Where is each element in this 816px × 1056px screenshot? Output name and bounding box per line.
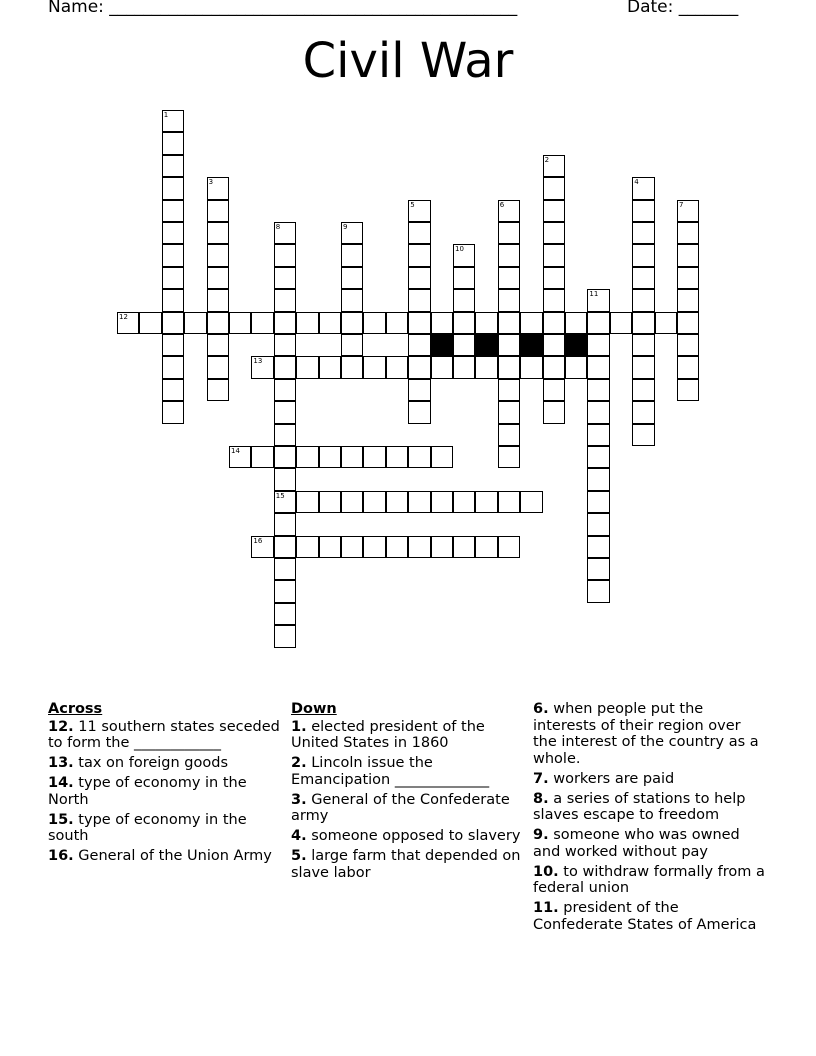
grid-cell[interactable] — [520, 312, 542, 334]
grid-cell[interactable] — [162, 267, 184, 289]
grid-cell[interactable] — [453, 244, 475, 266]
cell-number: 5 — [410, 200, 415, 209]
grid-cell[interactable] — [363, 491, 385, 513]
down-heading: Down — [291, 701, 337, 717]
grid-cell[interactable] — [610, 312, 632, 334]
grid-cell[interactable] — [207, 379, 229, 401]
grid-cell[interactable] — [677, 312, 699, 334]
grid-cell[interactable] — [431, 536, 453, 558]
clue-number: 2. — [291, 755, 307, 771]
grid-cell[interactable] — [162, 110, 184, 132]
grid-cell[interactable] — [498, 379, 520, 401]
grid-cell[interactable] — [677, 244, 699, 266]
grid-cell[interactable] — [341, 312, 363, 334]
grid-cell[interactable] — [251, 356, 273, 378]
grid-cell[interactable] — [207, 334, 229, 356]
grid-cell[interactable] — [207, 267, 229, 289]
cell-number: 8 — [275, 223, 281, 231]
grid-cell[interactable] — [162, 379, 184, 401]
clue-item — [291, 719, 523, 752]
clue-item — [533, 771, 765, 788]
grid-cell[interactable] — [274, 513, 296, 535]
grid-cell[interactable] — [274, 468, 296, 490]
clue-text: to withdraw formally from a federal union — [533, 863, 765, 896]
clue-number: 4. — [291, 828, 307, 844]
grid-cell[interactable] — [162, 200, 184, 222]
grid-cell[interactable] — [162, 334, 184, 356]
grid-cell[interactable] — [543, 289, 565, 311]
page-title: Civil War — [302, 33, 514, 89]
grid-cell[interactable] — [677, 267, 699, 289]
grid-cell[interactable] — [587, 289, 609, 311]
clue-text: type of economy in the south — [48, 811, 247, 844]
grid-cell[interactable] — [274, 625, 296, 647]
grid-cell[interactable] — [341, 334, 363, 356]
clue-text: 11 southern states seceded to form the ____________ — [48, 718, 280, 751]
grid-cell[interactable] — [363, 536, 385, 558]
across-clues — [48, 701, 280, 868]
grid-cell[interactable] — [162, 177, 184, 199]
grid-cell[interactable] — [207, 200, 229, 222]
grid-cell[interactable] — [677, 379, 699, 401]
grid-cell[interactable] — [274, 267, 296, 289]
clue-item — [533, 827, 765, 860]
grid-cell[interactable] — [229, 312, 251, 334]
grid-cell[interactable] — [632, 177, 654, 199]
grid-cell[interactable] — [543, 334, 565, 356]
grid-cell[interactable] — [296, 536, 318, 558]
black-cell — [565, 334, 587, 356]
grid-cell[interactable] — [162, 312, 184, 334]
grid-cell[interactable] — [587, 468, 609, 490]
grid-cell[interactable] — [632, 401, 654, 423]
cell-number: 6 — [499, 200, 505, 209]
grid-cell[interactable] — [408, 356, 430, 378]
grid-cell[interactable] — [207, 289, 229, 311]
grid-cell[interactable] — [274, 536, 296, 558]
grid-cell[interactable] — [386, 536, 408, 558]
grid-cell[interactable] — [498, 446, 520, 468]
clue-number: 10. — [533, 863, 559, 880]
clue-number: 9. — [533, 827, 549, 843]
down-clues-continued — [533, 701, 765, 937]
grid-cell[interactable] — [520, 356, 542, 378]
grid-cell[interactable] — [498, 536, 520, 558]
grid-cell[interactable] — [498, 244, 520, 266]
grid-cell[interactable] — [319, 536, 341, 558]
clue-number: 3. — [291, 791, 307, 808]
grid-cell[interactable] — [408, 289, 430, 311]
clue-text: a series of stations to help slaves escape to freedom — [533, 790, 746, 823]
clue-item — [291, 828, 523, 845]
grid-cell[interactable] — [408, 222, 430, 244]
clue-number: 1. — [291, 718, 307, 735]
grid-cell[interactable] — [453, 334, 475, 356]
grid-cell[interactable] — [453, 312, 475, 334]
clue-item — [291, 755, 523, 788]
grid-cell[interactable] — [341, 536, 363, 558]
grid-cell[interactable] — [274, 312, 296, 334]
grid-cell[interactable] — [251, 446, 273, 468]
grid-cell[interactable] — [498, 491, 520, 513]
clue-item — [48, 775, 280, 808]
black-cell — [475, 334, 497, 356]
clue-text: someone who was owned and worked without pay — [533, 827, 740, 860]
grid-cell[interactable] — [543, 267, 565, 289]
clue-number: 7. — [533, 770, 549, 787]
clue-item — [48, 719, 280, 752]
date-field[interactable]: Date: _______ — [627, 0, 739, 17]
grid-cell[interactable] — [408, 379, 430, 401]
grid-cell[interactable] — [296, 312, 318, 334]
clue-text: someone opposed to slavery — [306, 828, 521, 844]
grid-cell[interactable] — [543, 312, 565, 334]
grid-cell[interactable] — [296, 356, 318, 378]
clue-item — [533, 900, 765, 933]
grid-cell[interactable] — [251, 312, 273, 334]
clue-item — [291, 792, 523, 825]
clue-number: 12. — [48, 718, 74, 735]
grid-cell[interactable] — [363, 446, 385, 468]
grid-cell[interactable] — [677, 200, 699, 222]
clue-item — [533, 864, 765, 897]
grid-cell[interactable] — [274, 558, 296, 580]
cell-number: 16 — [253, 536, 263, 545]
grid-cell[interactable] — [274, 580, 296, 602]
grid-cell[interactable] — [408, 267, 430, 289]
grid-cell[interactable] — [587, 446, 609, 468]
grid-cell[interactable] — [386, 491, 408, 513]
grid-cell[interactable] — [341, 244, 363, 266]
grid-cell[interactable] — [632, 356, 654, 378]
grid-cell[interactable] — [632, 424, 654, 446]
grid-cell[interactable] — [207, 222, 229, 244]
grid-cell[interactable] — [408, 491, 430, 513]
grid-cell[interactable] — [117, 312, 139, 334]
grid-cell[interactable] — [475, 312, 497, 334]
grid-cell[interactable] — [565, 312, 587, 334]
grid-cell[interactable] — [319, 491, 341, 513]
grid-cell[interactable] — [274, 401, 296, 423]
grid-cell[interactable] — [453, 289, 475, 311]
grid-cell[interactable] — [274, 446, 296, 468]
grid-cell[interactable] — [274, 334, 296, 356]
grid-cell[interactable] — [408, 312, 430, 334]
grid-cell[interactable] — [408, 200, 430, 222]
grid-cell[interactable] — [655, 312, 677, 334]
down-clues — [291, 701, 523, 885]
grid-cell[interactable] — [543, 222, 565, 244]
grid-cell[interactable] — [498, 356, 520, 378]
cell-number: 2 — [544, 155, 550, 164]
cell-number: 12 — [119, 312, 128, 321]
grid-cell[interactable] — [587, 558, 609, 580]
grid-cell[interactable] — [677, 289, 699, 311]
grid-cell[interactable] — [632, 200, 654, 222]
clue-number: 5. — [291, 848, 307, 864]
cell-number: 14 — [231, 447, 240, 455]
grid-cell[interactable] — [498, 267, 520, 289]
grid-cell[interactable] — [587, 536, 609, 558]
grid-cell[interactable] — [543, 356, 565, 378]
cell-number: 3 — [208, 178, 214, 187]
grid-cell[interactable] — [475, 356, 497, 378]
clue-number: 15. — [48, 811, 74, 828]
grid-cell[interactable] — [453, 356, 475, 378]
grid-cell[interactable] — [274, 491, 296, 513]
grid-cell[interactable] — [632, 289, 654, 311]
grid-cell[interactable] — [386, 312, 408, 334]
grid-cell[interactable] — [475, 536, 497, 558]
grid-cell[interactable] — [341, 267, 363, 289]
grid-cell[interactable] — [587, 513, 609, 535]
grid-cell[interactable] — [498, 401, 520, 423]
grid-cell[interactable] — [207, 312, 229, 334]
grid-cell[interactable] — [341, 289, 363, 311]
grid-cell[interactable] — [162, 244, 184, 266]
grid-cell[interactable] — [431, 356, 453, 378]
grid-cell[interactable] — [319, 446, 341, 468]
grid-cell[interactable] — [453, 536, 475, 558]
clue-text: president of the Confederate States of America — [533, 900, 757, 933]
grid-cell[interactable] — [296, 491, 318, 513]
grid-cell[interactable] — [587, 334, 609, 356]
grid-cell[interactable] — [274, 603, 296, 625]
clue-item — [533, 791, 765, 824]
cell-number: 13 — [253, 357, 263, 366]
grid-cell[interactable] — [408, 334, 430, 356]
grid-cell[interactable] — [587, 424, 609, 446]
clue-item — [48, 812, 280, 845]
clue-item — [48, 755, 280, 772]
clue-text: General of the Union Army — [73, 848, 272, 864]
grid-cell[interactable] — [408, 401, 430, 423]
clue-number: 13. — [48, 755, 74, 771]
grid-cell[interactable] — [363, 356, 385, 378]
grid-cell[interactable] — [319, 312, 341, 334]
cell-number: 1 — [163, 111, 169, 119]
grid-cell[interactable] — [229, 446, 251, 468]
clue-text: large farm that depended on slave labor — [291, 848, 521, 881]
grid-cell[interactable] — [453, 491, 475, 513]
name-field[interactable]: Name: ________________________________________________ — [48, 0, 518, 17]
grid-cell[interactable] — [431, 446, 453, 468]
black-cell — [520, 334, 542, 356]
grid-cell[interactable] — [587, 491, 609, 513]
grid-cell[interactable] — [677, 356, 699, 378]
grid-cell[interactable] — [162, 155, 184, 177]
clue-item — [48, 848, 280, 865]
grid-cell[interactable] — [408, 446, 430, 468]
grid-cell[interactable] — [498, 200, 520, 222]
grid-cell[interactable] — [677, 222, 699, 244]
grid-cell[interactable] — [274, 289, 296, 311]
cell-number: 15 — [275, 491, 285, 500]
grid-cell[interactable] — [386, 356, 408, 378]
grid-cell[interactable] — [162, 356, 184, 378]
grid-cell[interactable] — [498, 424, 520, 446]
grid-cell[interactable] — [565, 356, 587, 378]
grid-cell[interactable] — [632, 312, 654, 334]
grid-cell[interactable] — [274, 222, 296, 244]
clue-text: tax on foreign goods — [73, 755, 229, 771]
grid-cell[interactable] — [587, 580, 609, 602]
grid-cell[interactable] — [184, 312, 206, 334]
grid-cell[interactable] — [162, 132, 184, 154]
across-heading: Across — [48, 701, 103, 717]
clue-text: workers are paid — [548, 770, 675, 787]
grid-cell[interactable] — [498, 222, 520, 244]
grid-cell[interactable] — [587, 356, 609, 378]
clue-item — [291, 848, 523, 881]
grid-cell[interactable] — [632, 244, 654, 266]
grid-cell[interactable] — [341, 222, 363, 244]
clue-number: 16. — [48, 848, 74, 864]
grid-cell[interactable] — [587, 379, 609, 401]
grid-cell[interactable] — [274, 379, 296, 401]
grid-cell[interactable] — [431, 491, 453, 513]
grid-cell[interactable] — [341, 356, 363, 378]
black-cell — [431, 334, 453, 356]
grid-cell[interactable] — [543, 401, 565, 423]
grid-cell[interactable] — [677, 334, 699, 356]
grid-cell[interactable] — [498, 312, 520, 334]
clue-number: 8. — [533, 790, 549, 807]
grid-cell[interactable] — [162, 222, 184, 244]
cell-number: 4 — [634, 178, 639, 187]
grid-cell[interactable] — [453, 267, 475, 289]
cell-number: 9 — [343, 223, 348, 231]
grid-cell[interactable] — [632, 267, 654, 289]
grid-cell[interactable] — [207, 177, 229, 199]
grid-cell[interactable] — [498, 289, 520, 311]
grid-cell[interactable] — [363, 312, 385, 334]
grid-cell[interactable] — [498, 334, 520, 356]
clue-text: when people put the interests of their region over the interest of the country as a whole. — [533, 701, 759, 767]
grid-cell[interactable] — [475, 491, 497, 513]
grid-cell[interactable] — [139, 312, 161, 334]
clue-item — [533, 701, 765, 767]
cell-number: 11 — [589, 290, 599, 299]
clue-number: 14. — [48, 775, 74, 791]
clue-text: General of the Confederate army — [291, 791, 510, 824]
grid-cell[interactable] — [162, 401, 184, 423]
clue-text: type of economy in the North — [48, 775, 247, 808]
clue-text: elected president of the United States in 1860 — [291, 718, 485, 751]
grid-cell[interactable] — [296, 446, 318, 468]
grid-cell[interactable] — [520, 491, 542, 513]
grid-cell[interactable] — [408, 244, 430, 266]
grid-cell[interactable] — [207, 356, 229, 378]
grid-cell[interactable] — [274, 356, 296, 378]
clue-number: 6. — [533, 701, 549, 717]
grid-cell[interactable] — [632, 379, 654, 401]
clue-number: 11. — [533, 900, 559, 916]
grid-cell[interactable] — [543, 155, 565, 177]
grid-cell[interactable] — [341, 491, 363, 513]
grid-cell[interactable] — [274, 244, 296, 266]
grid-cell[interactable] — [251, 536, 273, 558]
grid-cell[interactable] — [543, 200, 565, 222]
clue-text: Lincoln issue the Emancipation _____________ — [291, 755, 490, 788]
grid-cell[interactable] — [274, 424, 296, 446]
grid-cell[interactable] — [386, 446, 408, 468]
cell-number: 10 — [455, 245, 464, 254]
grid-cell[interactable] — [587, 401, 609, 423]
cell-number: 7 — [679, 200, 684, 209]
grid-cell[interactable] — [587, 312, 609, 334]
grid-cell[interactable] — [431, 312, 453, 334]
grid-cell[interactable] — [543, 244, 565, 266]
grid-cell[interactable] — [408, 536, 430, 558]
grid-cell[interactable] — [341, 446, 363, 468]
grid-cell[interactable] — [319, 356, 341, 378]
grid-cell[interactable] — [632, 334, 654, 356]
grid-cell[interactable] — [207, 244, 229, 266]
grid-cell[interactable] — [162, 289, 184, 311]
grid-cell[interactable] — [632, 222, 654, 244]
grid-cell[interactable] — [543, 379, 565, 401]
grid-cell[interactable] — [543, 177, 565, 199]
